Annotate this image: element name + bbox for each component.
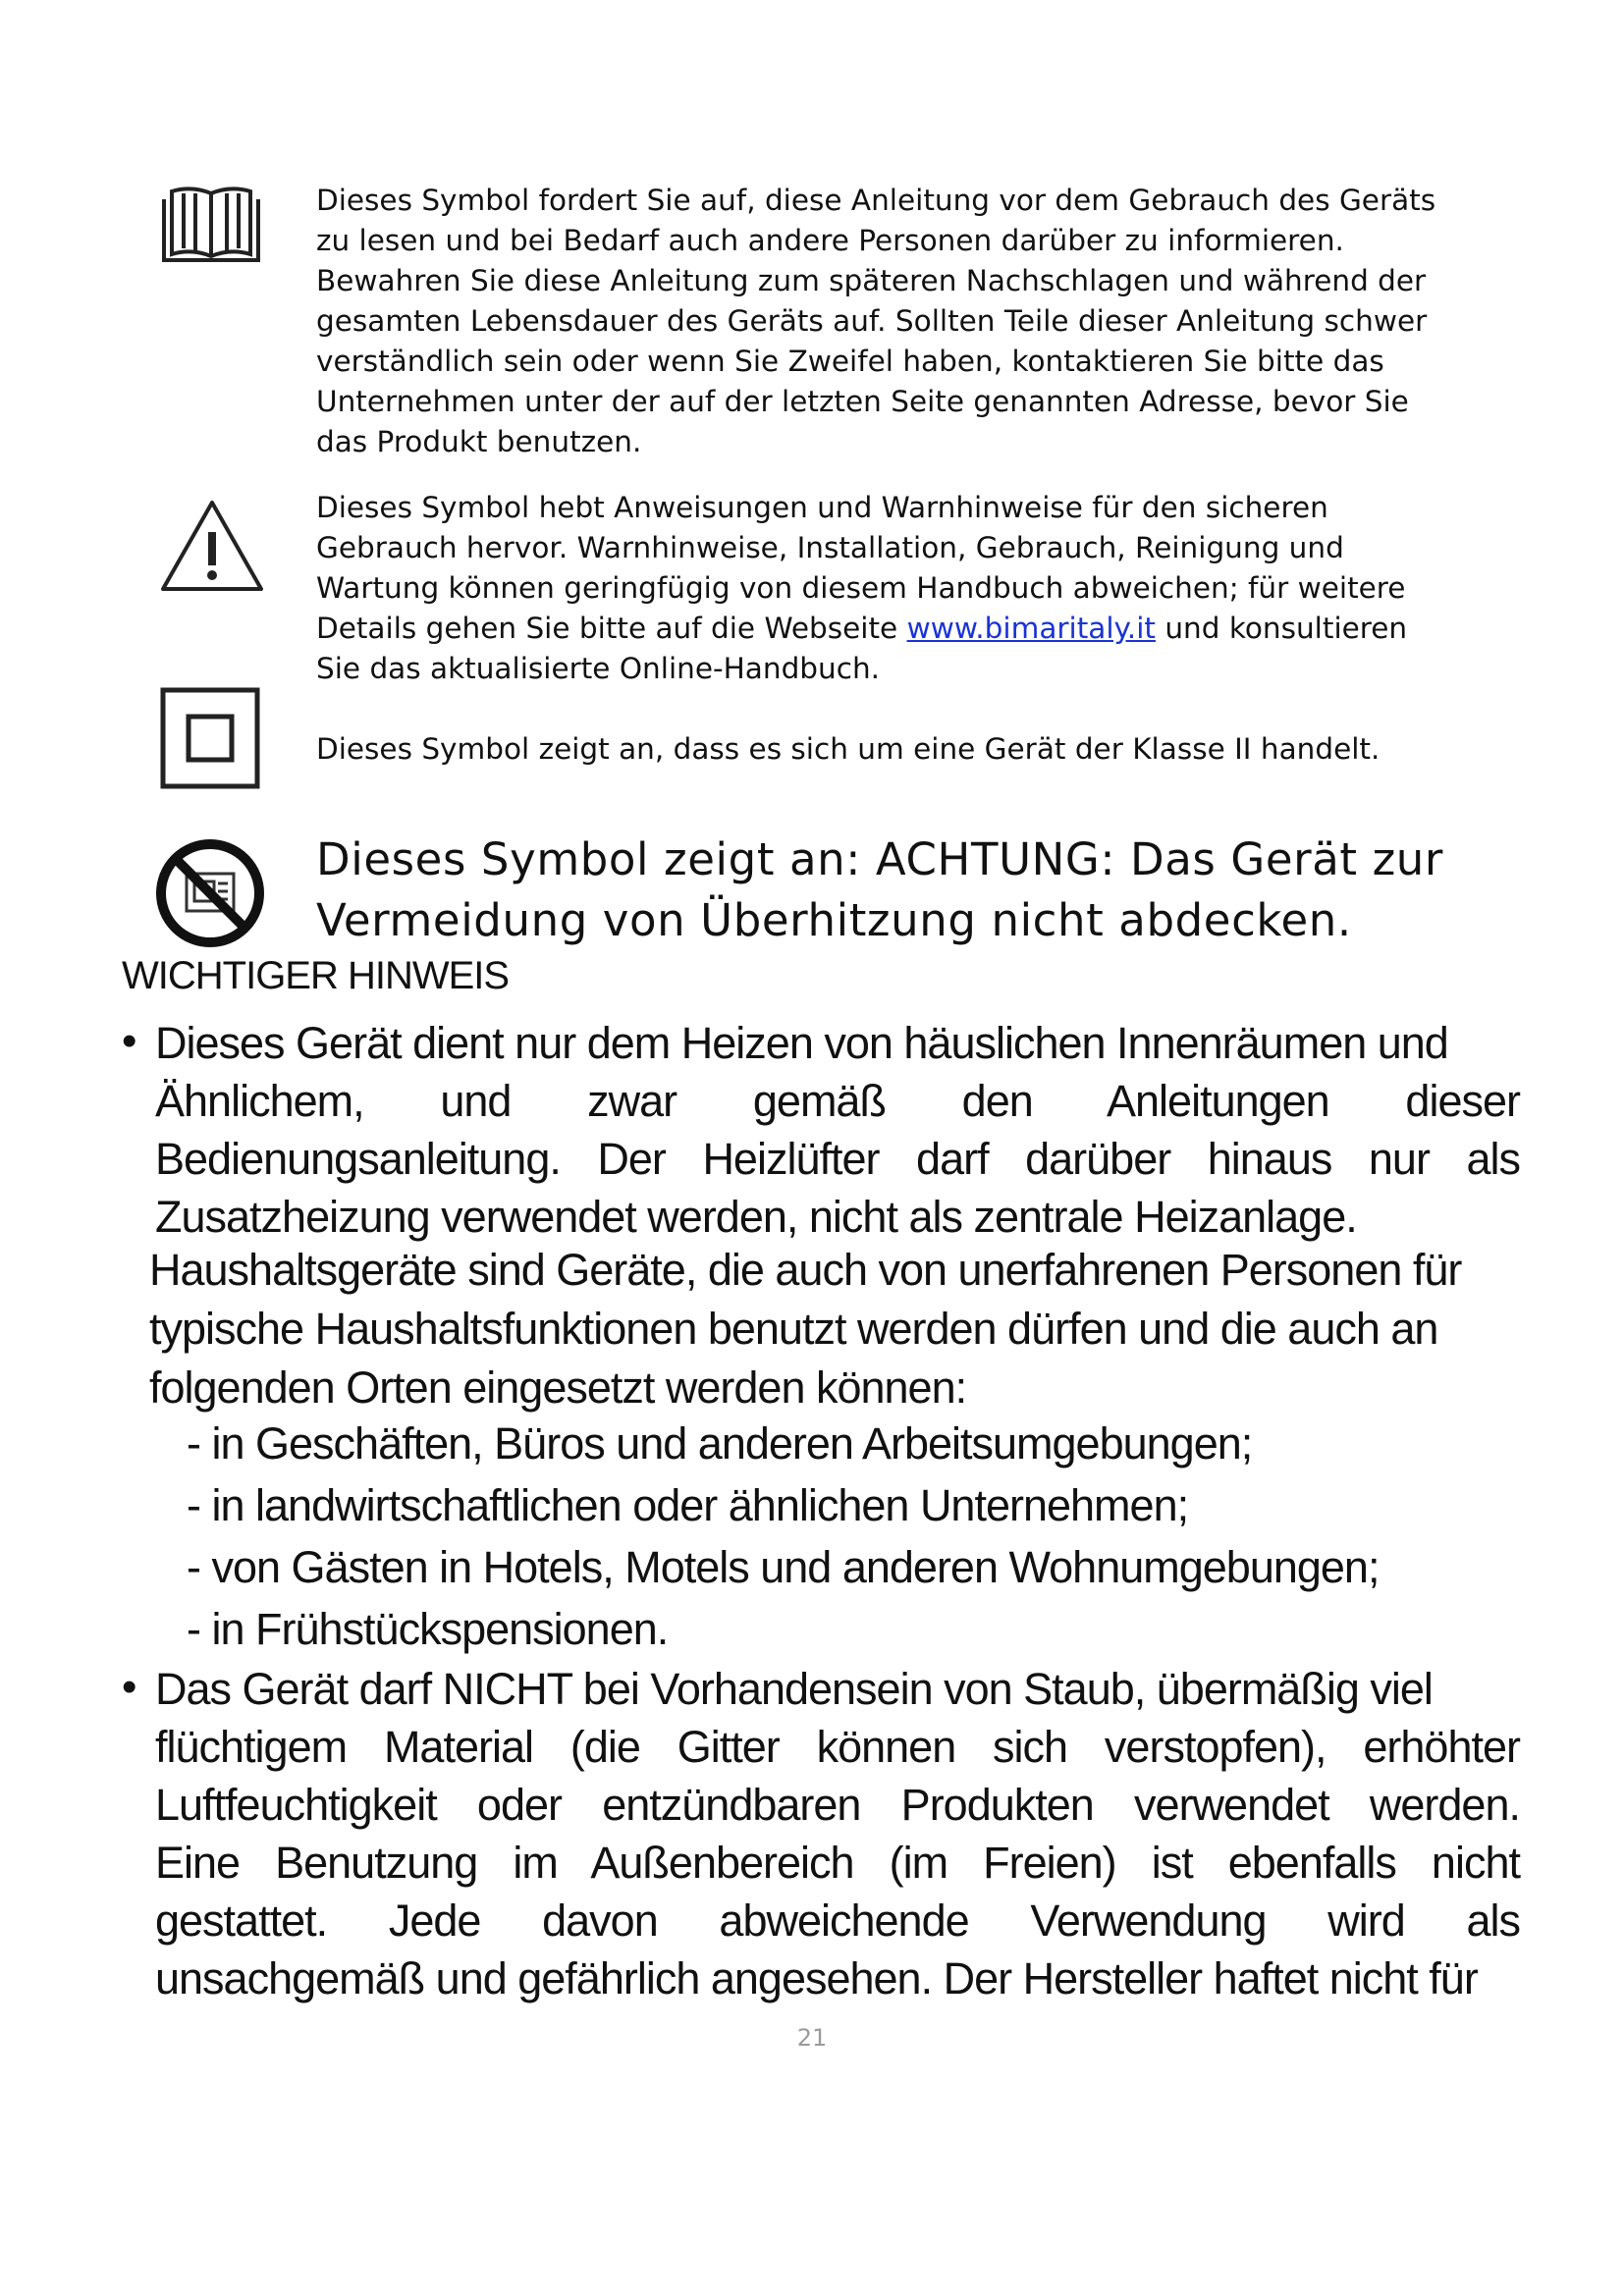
bullet-2-dot: •	[122, 1663, 136, 1711]
household-line: typische Haushaltsfunktionen benutzt werden dürfen und die auch an	[149, 1304, 1438, 1354]
list-item: - in Frühstückspensionen.	[187, 1604, 669, 1654]
do-not-cover-icon	[153, 836, 267, 950]
bullet-2-line: flüchtigem Material (die Gitter können sich verstopfen), erhöhter	[155, 1722, 1520, 1772]
bullet-2-line: Das Gerät darf NICHT bei Vorhandensein von Staub, übermäßig viel	[155, 1664, 1433, 1714]
book-symbol-paragraph: Dieses Symbol fordert Sie auf, diese Anleitung vor dem Gebrauch des Geräts zu lesen und bei Bedarf auch andere Personen darüber zu informieren. Bewahren Sie diese Anleitung zum späteren Nachschlagen und während der gesamten Lebensdauer des Geräts auf. Sollten Teile dieser Anleitung schwer verständlich sein oder wenn Sie Zweifel haben, kontaktieren Sie bitte das Unternehmen unter der auf der letzten Seite genannten Adresse, bevor Sie das Produkt benutzen.	[316, 184, 1436, 458]
warning-triangle-icon	[157, 497, 267, 595]
household-line: folgenden Orten eingesetzt werden können:	[149, 1362, 967, 1413]
household-line: Haushaltsgeräte sind Geräte, die auch von unerfahrenen Personen für	[149, 1245, 1462, 1295]
website-link[interactable]: www.bimaritaly.it	[906, 612, 1156, 645]
bullet-1-line: Zusatzheizung verwendet werden, nicht als zentrale Heizanlage.	[155, 1192, 1357, 1242]
bullet-1-line: Bedienungsanleitung. Der Heizlüfter darf darüber hinaus nur als	[155, 1134, 1520, 1184]
class-ii-symbol-text	[316, 729, 1455, 770]
page-number: 21	[796, 2024, 828, 2052]
do-not-cover-line: Dieses Symbol zeigt an: ACHTUNG: Das Gerät zur	[316, 833, 1444, 885]
bullet-2-paragraph	[155, 1660, 1520, 2007]
bullet-2-line: Luftfeuchtigkeit oder entzündbaren Produkten verwendet werden.	[155, 1780, 1520, 1830]
list-item: - in Geschäften, Büros und anderen Arbeitsumgebungen;	[187, 1418, 1253, 1468]
bullet-1-dot: •	[122, 1017, 136, 1065]
book-icon	[160, 180, 262, 264]
bullet-1-line: Ähnlichem, und zwar gemäß den Anleitungen dieser	[155, 1076, 1520, 1126]
class-ii-double-square-icon	[160, 687, 260, 789]
book-symbol-text	[316, 181, 1455, 462]
places-list	[187, 1413, 1379, 1660]
bullet-2-line: gestattet. Jede davon abweichende Verwendung wird als	[155, 1896, 1520, 1946]
household-paragraph	[149, 1241, 1524, 1417]
warning-text-after-link: und konsultieren Sie das aktualisierte Online-Handbuch.	[316, 612, 1408, 685]
important-notice-heading: WICHTIGER HINWEIS	[122, 954, 510, 997]
warning-text-before-link: Dieses Symbol hebt Anweisungen und Warnhinweise für den sicheren Gebrauch hervor. Warnhinweise, Installation, Gebrauch, Reinigung und Wartung können geringfügig von diesem Handbuch abweichen; für weitere Details gehen Sie bitte auf die Webseite	[316, 491, 1406, 645]
warning-symbol-text	[316, 488, 1455, 689]
bullet-1-paragraph	[155, 1014, 1520, 1246]
do-not-cover-text	[316, 829, 1494, 951]
list-item: - von Gästen in Hotels, Motels und anderen Wohnumgebungen;	[187, 1542, 1380, 1592]
bullet-1-line: Dieses Gerät dient nur dem Heizen von häuslichen Innenräumen und	[155, 1018, 1448, 1068]
do-not-cover-line: Vermeidung von Überhitzung nicht abdecken.	[316, 894, 1352, 946]
class-ii-text: Dieses Symbol zeigt an, dass es sich um eine Gerät der Klasse II handelt.	[316, 732, 1380, 766]
bullet-2-line: unsachgemäß und gefährlich angesehen. Der Hersteller haftet nicht für	[155, 1953, 1478, 2003]
list-item: - in landwirtschaftlichen oder ähnlichen Unternehmen;	[187, 1480, 1189, 1530]
bullet-2-line: Eine Benutzung im Außenbereich (im Freien) ist ebenfalls nicht	[155, 1838, 1520, 1888]
